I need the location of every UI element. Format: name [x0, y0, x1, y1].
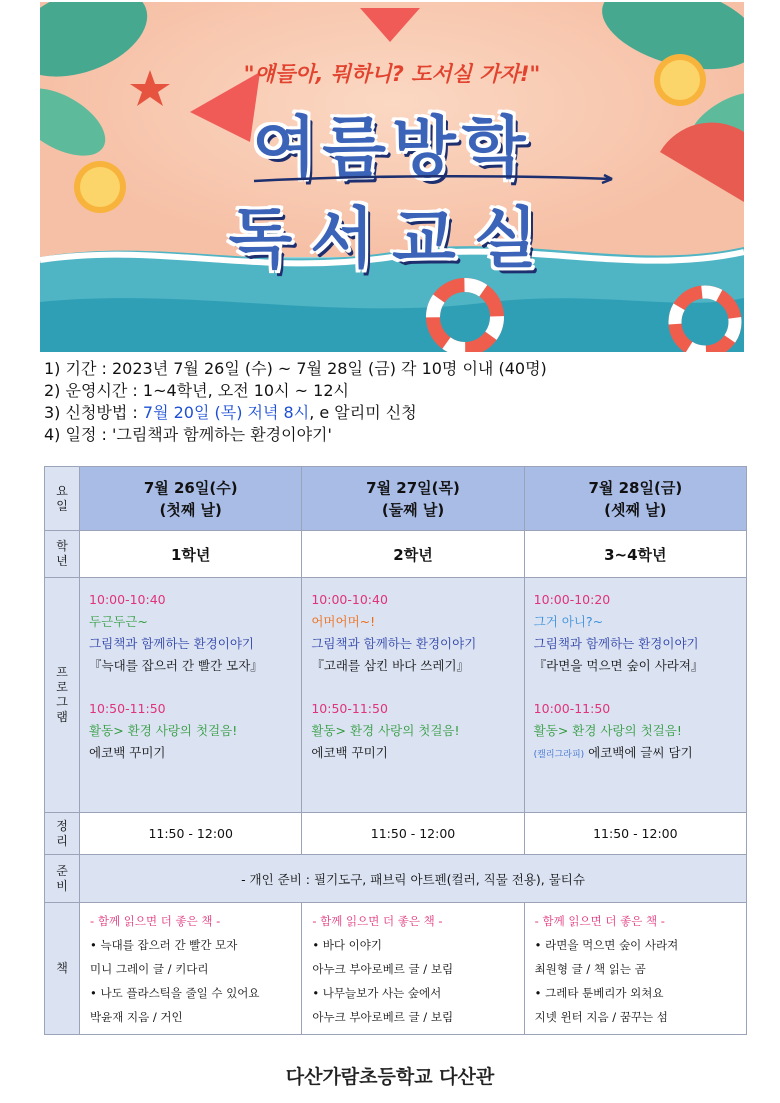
- label-book: 책: [45, 903, 80, 1035]
- info-section: [44, 358, 744, 446]
- program-row: [45, 578, 747, 813]
- title-underline: [252, 173, 622, 185]
- banner-image: [40, 2, 744, 352]
- prep-text: - 개인 준비 : 필기도구, 패브릭 아트펜(컬러, 직물 전용), 물티슈: [80, 855, 747, 903]
- cleanup-row: [45, 813, 747, 855]
- books-day-3: - 함께 읽으면 더 좋은 책 - • 라면을 먹으면 숲이 사라져 최원형 글 / 책 읽는 곰 • 그레타 툰베리가 외쳐요 지넷 윈터 지음 / 꿈꾸는 섬: [524, 903, 746, 1035]
- label-grade: 학년: [45, 531, 80, 578]
- info-schedule: 4) 일정 : '그림책과 함께하는 환경이야기': [44, 425, 332, 444]
- grade-1: 1학년: [80, 531, 302, 578]
- grade-3: 3~4학년: [524, 531, 746, 578]
- day-header-row: [45, 467, 747, 531]
- program-day-2: 10:00-10:40 어머어머~! 그림책과 함께하는 환경이야기 『고래를 삼킨 바다 쓰레기』 10:50-11:50 활동> 환경 사랑의 첫걸음! 에코백 꾸미기: [302, 578, 524, 813]
- banner-title-line1: 여름방학: [252, 109, 532, 186]
- label-prep: 준비: [45, 855, 80, 903]
- cleanup-3: 11:50 - 12:00: [524, 813, 746, 855]
- banner-slogan: "얘들아, 뭐하니? 도서실 가자!": [243, 62, 541, 86]
- books-day-2: - 함께 읽으면 더 좋은 책 - • 바다 이야기 아누크 부아로베르 글 / 보림 • 나무늘보가 사는 숲에서 아누크 부아로베르 글 / 보림: [302, 903, 524, 1035]
- program-day-3: 10:00-10:20 그거 아니?~ 그림책과 함께하는 환경이야기 『라면을 먹으면 숲이 사라져』 10:00-11:50 활동> 환경 사랑의 첫걸음! (캘리그라피) 에코백에 글씨 담기: [524, 578, 746, 813]
- grade-row: [45, 531, 747, 578]
- cleanup-1: 11:50 - 12:00: [80, 813, 302, 855]
- info-hours: 2) 운영시간 : 1~4학년, 오전 10시 ~ 12시: [44, 381, 349, 400]
- book-row: [45, 903, 747, 1035]
- label-cleanup: 정리: [45, 813, 80, 855]
- day-header-3: 7월 28일(금) (셋째 날): [524, 467, 746, 531]
- label-program: 프로그램: [45, 578, 80, 813]
- grade-2: 2학년: [302, 531, 524, 578]
- day-header-2: 7월 27일(목) (둘째 날): [302, 467, 524, 531]
- info-application: 3) 신청방법 : 7월 20일 (목) 저녁 8시, e 알리미 신청: [44, 403, 417, 422]
- school-name-footer: 다산가람초등학교 다산관: [285, 1066, 495, 1088]
- cleanup-2: 11:50 - 12:00: [302, 813, 524, 855]
- info-period: 1) 기간 : 2023년 7월 26일 (수) ~ 7월 28일 (금) 각 10명 이내 (40명): [44, 359, 547, 378]
- schedule-table: [44, 466, 747, 1035]
- label-day: 요일: [45, 467, 80, 531]
- day-header-1: 7월 26일(수) (첫째 날): [80, 467, 302, 531]
- prep-row: [45, 855, 747, 903]
- books-day-1: - 함께 읽으면 더 좋은 책 - • 늑대를 잡으러 간 빨간 모자 미니 그레이 글 / 키다리 • 나도 플라스틱을 줄일 수 있어요 박윤재 지음 / 거인: [80, 903, 302, 1035]
- banner-title-line2: 독서교실: [228, 200, 556, 277]
- program-day-1: 10:00-10:40 두근두근~ 그림책과 함께하는 환경이야기 『늑대를 잡으러 간 빨간 모자』 10:50-11:50 활동> 환경 사랑의 첫걸음! 에코백 꾸미기: [80, 578, 302, 813]
